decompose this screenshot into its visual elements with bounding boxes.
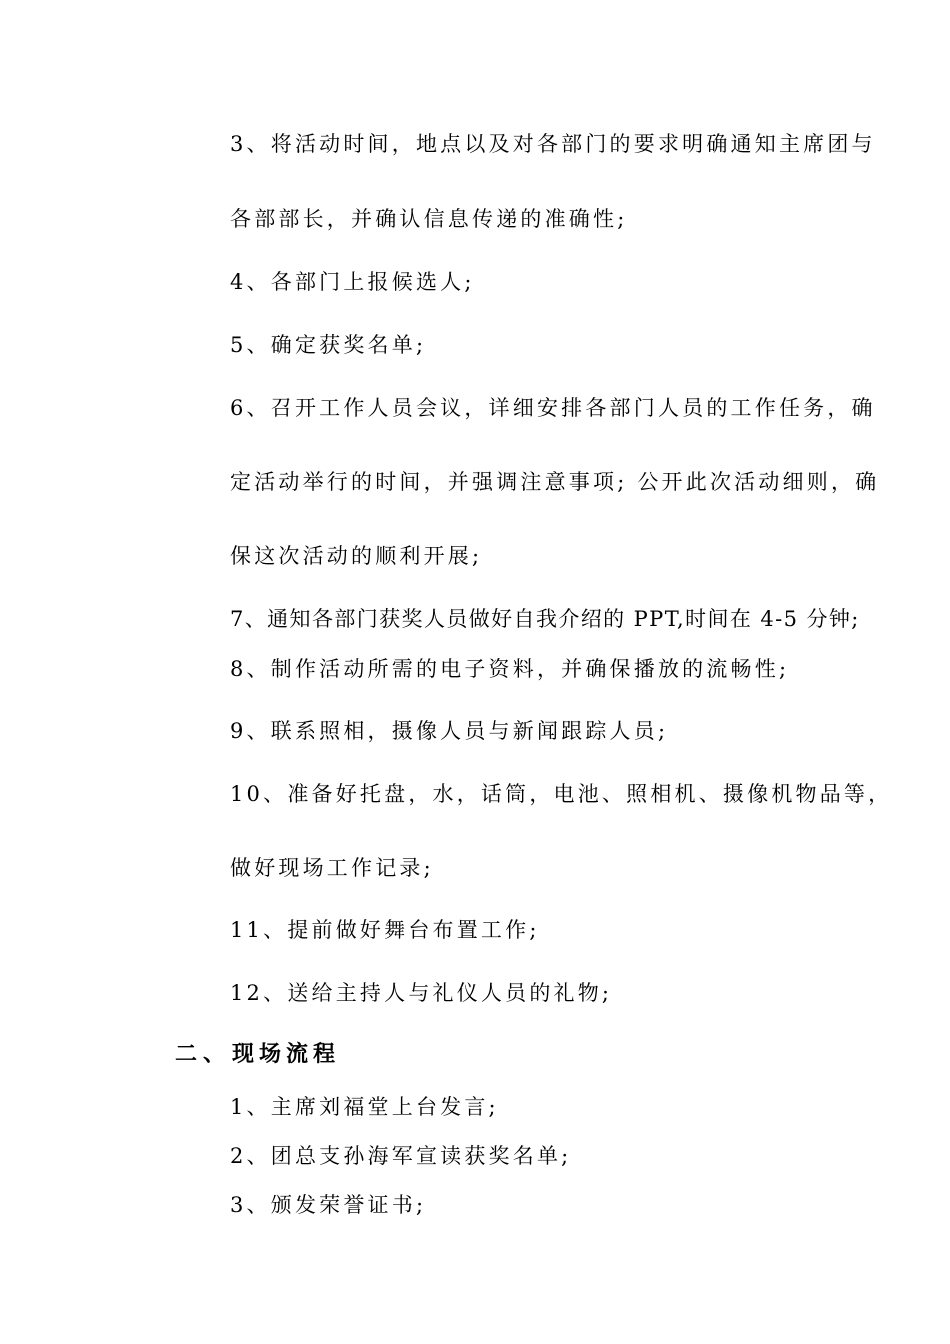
step-8: 8、制作活动所需的电子资料，并确保播放的流畅性;	[230, 657, 790, 681]
step-5: 5、确定获奖名单;	[230, 333, 427, 357]
onsite-step-1: 1、主席刘福堂上台发言;	[230, 1095, 499, 1119]
step-9: 9、联系照相，摄像人员与新闻跟踪人员;	[230, 719, 669, 743]
step-12: 12、送给主持人与礼仪人员的礼物;	[230, 981, 613, 1005]
step-3-line-1: 3、将活动时间，地点以及对各部门的要求明确通知主席团与	[230, 132, 876, 156]
step-3-line-2: 各部部长，并确认信息传递的准确性;	[230, 207, 628, 231]
step-10-line-1: 10、准备好托盘，水，话筒，电池、照相机、摄像机物品等，	[230, 782, 893, 806]
step-6-line-2: 定活动举行的时间，并强调注意事项; 公开此次活动细则，确	[230, 470, 880, 494]
onsite-step-2: 2、团总支孙海军宣读获奖名单;	[230, 1144, 572, 1168]
onsite-step-3: 3、颁发荣誉证书;	[230, 1193, 427, 1217]
step-4: 4、各部门上报候选人;	[230, 270, 475, 294]
step-11: 11、提前做好舞台布置工作;	[230, 918, 540, 942]
section-2-number: 二、	[175, 1041, 232, 1067]
step-6-line-3: 保这次活动的顺利开展;	[230, 544, 483, 568]
step-6-line-1: 6、召开工作人员会议，详细安排各部门人员的工作任务，确	[230, 396, 876, 420]
step-7: 7、通知各部门获奖人员做好自我介绍的 PPT,时间在 4-5 分钟;	[230, 607, 860, 631]
step-10-line-2: 做好现场工作记录;	[230, 856, 434, 880]
section-2-title: 现场流程	[232, 1041, 341, 1067]
